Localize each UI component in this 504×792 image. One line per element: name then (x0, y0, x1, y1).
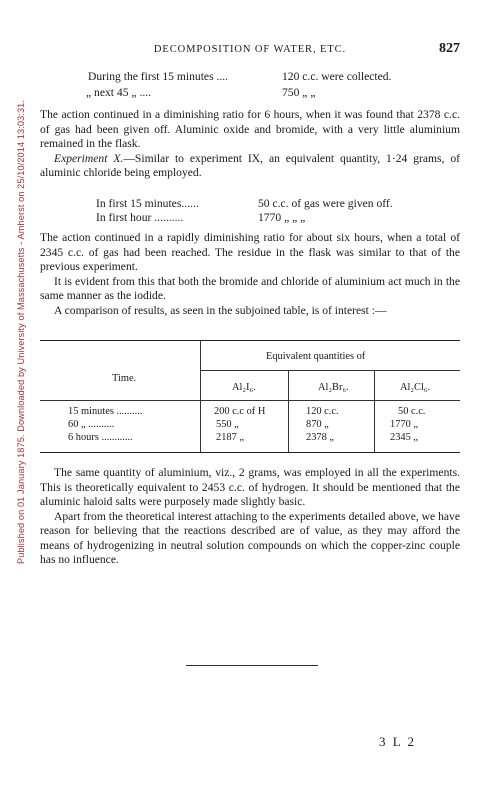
table-time-header: Time. (112, 373, 137, 384)
paragraph-6: The same quantity of aluminium, viz., 2 grams, was employed in all the experiments. This is theoretically equivalent to 2453 c.c. of hydrogen. It should be mentioned that the aluminic haloid salts were purposely made slightly basic. (40, 466, 460, 508)
line-a1-value: 120 c.c. were collected. (282, 70, 392, 83)
line-a2-label: „ next 45 „ .... (86, 86, 152, 99)
table-cell-time: 60 „ .......... (68, 419, 115, 430)
paragraph-1: The action continued in a diminishing ratio for 6 hours, when it was found that 2378 c.c. of gas had been given off. Aluminic oxide and bromide, with a very little aluminium remained in the flask. (40, 108, 460, 150)
side-note-text: Published on 01 January 1875. Downloaded by University of Massachusetts - Amherst on 25/10/2014 13:03:31. (16, 99, 26, 564)
table-cell-time: 6 hours ............ (68, 432, 133, 443)
paragraph-7: Apart from the theoretical interest attaching to the experiments detailed above, we have reason for believing that the reactions described are of value, as they may afford the means of hydrogenizing in neutral solution compounds on which the copper-zinc couple has no influence. (40, 509, 460, 566)
line-b2-label: In first hour .......... (96, 211, 184, 224)
page-header (40, 41, 460, 60)
line-a1-label: During the first 15 minutes .... (88, 70, 229, 83)
table-cell-time: 15 minutes .......... (68, 406, 143, 417)
table-cell: 120 c.c. (306, 406, 339, 417)
table-divider (288, 370, 289, 452)
table-cell: 870 „ (306, 419, 329, 430)
table-top-rule (40, 340, 460, 341)
table-header-rule (40, 400, 460, 401)
table-cell: 2378 „ (306, 432, 334, 443)
line-b1-label: In first 15 minutes...... (96, 197, 199, 210)
end-rule (186, 665, 318, 666)
table-cell: 200 c.c of H (214, 406, 266, 417)
table-col-header: Al₂Cl₆. (400, 382, 431, 393)
table-divider (374, 370, 375, 452)
line-b2-value: 1770 „ „ „ (258, 211, 306, 224)
paragraph-2 (40, 152, 460, 181)
paragraph-5: A comparison of results, as seen in the subjoined table, is of interest :— (54, 303, 387, 317)
body-block-3 (40, 466, 460, 568)
signature-mark: 3 L 2 (379, 734, 416, 749)
table-group-header: Equivalent quantities of (266, 351, 366, 362)
experiment-label: Experiment X. (54, 151, 124, 165)
paragraph-4: It is evident from this that both the bromide and chloride of aluminium act much in the same manner as the iodide. (40, 274, 460, 302)
publication-side-note (4, 24, 26, 564)
paragraph-2-text: —Similar to experiment IX, an equivalent quantity, 1·24 grams, of aluminic chloride being employed. (40, 151, 460, 179)
line-a2-value: 750 „ „ (282, 86, 316, 99)
table-bottom-rule (40, 452, 460, 453)
page-number: 827 (439, 41, 460, 56)
table-divider (200, 340, 201, 452)
paragraph-3: The action continued in a rapidly diminishing ratio for about six hours, when a total of 2345 c.c. of gas had been reached. The residue in the flask was similar to that of the previous experiment. (40, 231, 460, 273)
table-cell: 550 „ (216, 419, 239, 430)
running-head: DECOMPOSITION OF WATER, ETC. (153, 44, 347, 55)
table-cell: 1770 „ (390, 419, 418, 430)
line-b1-value: 50 c.c. of gas were given off. (258, 197, 393, 210)
table-col-header: Al₂I₆. (232, 382, 256, 393)
table-cell: 2187 „ (216, 432, 244, 443)
table-cell: 2345 „ (390, 432, 418, 443)
body-block-1 (40, 108, 460, 181)
table-subheader-rule (200, 370, 460, 371)
body-block-2 (40, 231, 460, 318)
table-cell: 50 c.c. (398, 406, 426, 417)
table-col-header: Al₂Br₆. (318, 382, 349, 393)
